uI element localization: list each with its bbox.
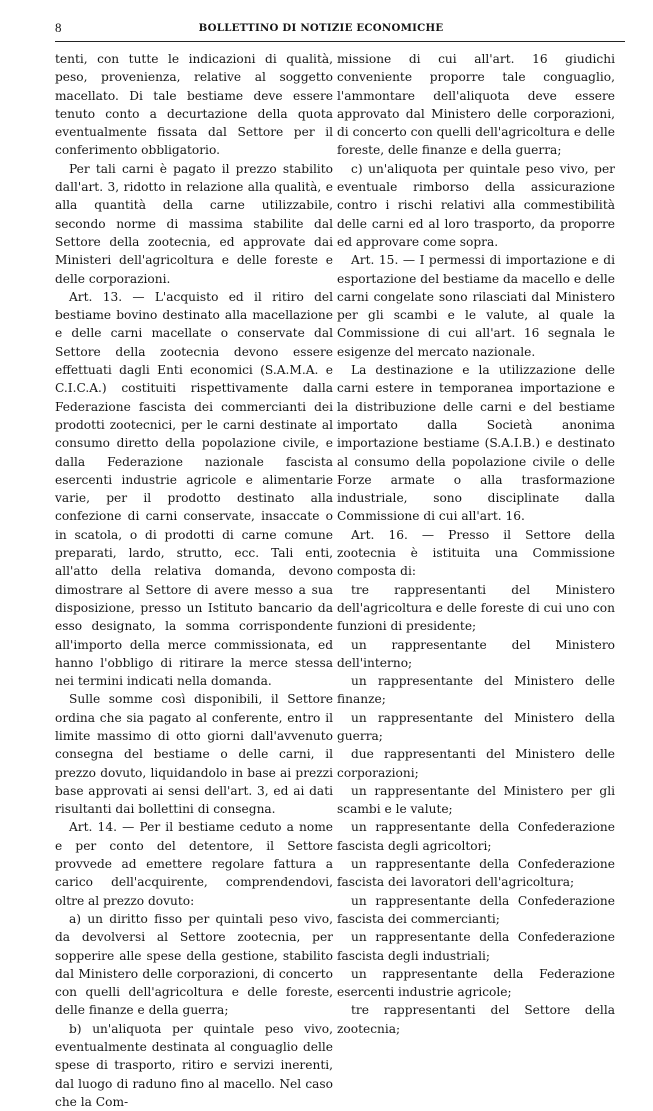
list-item: un rappresentante del Ministero della guerra; (337, 710, 615, 743)
list-item: un rappresentante della Federazione esercenti industrie agricole; (337, 966, 615, 1000)
list-item-a: a) un diritto fisso per quintali peso vivo, da devolversi al Settore zootecnia, per sopperire alle spese della gestione, stabilito dal Ministero delle corporazioni, di concerto con quelli dell'agricoltura e delle foreste, delle finanze e della guerra; (55, 911, 333, 1018)
list-item: un rappresentante della Confederazione fascista dei lavoratori dell'agricoltura; (337, 857, 615, 890)
header-rule (55, 41, 625, 42)
list-item: tre rappresentanti del Settore della zootecnia; (337, 1003, 615, 1036)
running-header (18, 16, 624, 38)
list-item: un rappresentante della Confederazione fascista dei commercianti; (337, 893, 615, 926)
list-item: un rappresentante della Confederazione fascista degli agricoltori; (337, 820, 615, 853)
list-item: due rappresentanti del Ministero delle corporazioni; (337, 747, 615, 780)
paragraph-continuation: missione di cui all'art. 16 giudichi conveniente proporre tale conguaglio, l'ammontare dell'aliquota deve essere approvato dal Ministero delle corporazioni, di concerto con quelli dell'agricoltura e delle foreste, delle finanze e della guerra; (337, 52, 615, 158)
list-item: un rappresentante della Confederazione fascista degli industriali; (337, 930, 615, 963)
paragraph-art-15: Art. 15. — I permessi di importazione e di esportazione del bestiame da macello e delle carni congelate sono rilasciati dal Ministero per gli scambi e le valute, al quale la Commissione di cui all'art. 16 segnala le esigenze del mercato nazionale. (337, 253, 615, 359)
paragraph: Per tali carni è pagato il prezzo stabilito dall'art. 3, ridotto in relazione alla qualità, e alla quantità della carne utilizzabile, secondo norme di massima stabilite dal Settore della zootecnia, ed approvate dai Ministeri dell'agricoltura e delle foreste e delle corporazioni. (55, 161, 333, 286)
left-column (55, 50, 333, 1111)
running-title: BOLLETTINO DI NOTIZIE ECONOMICHE (198, 22, 444, 34)
paragraph-art-14: Art. 14. — Per il bestiame ceduto a nome e per conto del detentore, il Settore provvede ad emettere regolare fattura a carico dell'acquirente, comprendendovi, oltre al prezzo dovuto: (55, 820, 333, 908)
list-item-b: b) un'aliquota per quintale peso vivo, eventualmente destinata al conguaglio delle spese di trasporto, ritiro e servizi inerenti, dal luogo di raduno fino al macello. Nel caso che la Com- (55, 1021, 333, 1109)
paragraph-continuation: tenti, con tutte le indicazioni di qualità, peso, provenienza, relative al soggetto macellato. Di tale bestiame deve essere tenuto conto a decurtazione della quota eventualmente fissata dal Settore per il conferimento obbligatorio. (55, 52, 333, 158)
list-item: un rappresentante del Ministero per gli scambi e le valute; (337, 783, 615, 817)
list-item: un rappresentante del Ministero dell'interno; (337, 637, 615, 670)
paragraph: Sulle somme così disponibili, il Settore ordina che sia pagato al conferente, entro il limite massimo di otto giorni dall'avvenuto consegna del bestiame o delle carni, il prezzo dovuto, liquidandolo in base ai prezzi base approvati ai sensi dell'art. 3, ed ai dati risultanti dai bollettini di consegna. (55, 692, 333, 817)
page-number: 8 (55, 20, 62, 35)
paragraph-art-13: Art. 13. — L'acquisto ed il ritiro del bestiame bovino destinato alla macellazione e delle carni macellate o conservate dal Settore della zootecnia devono essere effettuati dagli Enti economici (S.A.M.A. e C.I.C.A.) costituiti rispettivamente dalla Federazione fascista dei commercianti dei prodotti zootecnici, per le carni destinate al consumo diretto della popolazione civile, e dalla Federazione nazionale fascista esercenti industrie agricole e alimentarie varie, per il prodotto destinato alla confezione di carni conservate, insaccate o in scatola, o di prodotti di carne comune preparati, lardo, strutto, ecc. Tali enti, all'atto della relativa domanda, devono dimostrare al Settore di avere messo a sua disposizione, presso un Istituto bancario da esso designato, la somma corrispondente all'importo della merce commissionata, ed hanno l'obbligo di ritirare la merce stessa nei termini indicati nella domanda. (55, 289, 333, 689)
list-item: tre rappresentanti del Ministero dell'agricoltura e delle foreste di cui uno con funzioni di presidente; (337, 582, 615, 634)
paragraph-art-16: Art. 16. — Presso il Settore della zootecnia è istituita una Commissione composta di: (337, 527, 615, 579)
list-item: un rappresentante del Ministero delle finanze; (337, 674, 615, 707)
right-column (337, 50, 615, 1038)
list-item-c: c) un'aliquota per quintale peso vivo, per eventuale rimborso della assicurazione contro i rischi relativi alla commestibilità delle carni ed al loro trasporto, da proporre ed approvare come sopra. (337, 161, 615, 249)
paragraph: La destinazione e la utilizzazione delle carni estere in temporanea importazione e la distribuzione delle carni e del bestiame importato dalla Società anonima importazione bestiame (S.A.I.B.) e destinato al consumo della popolazione civile o delle Forze armate o alla trasformazione industriale, sono disciplinate dalla Commissione di cui all'art. 16. (337, 363, 615, 524)
